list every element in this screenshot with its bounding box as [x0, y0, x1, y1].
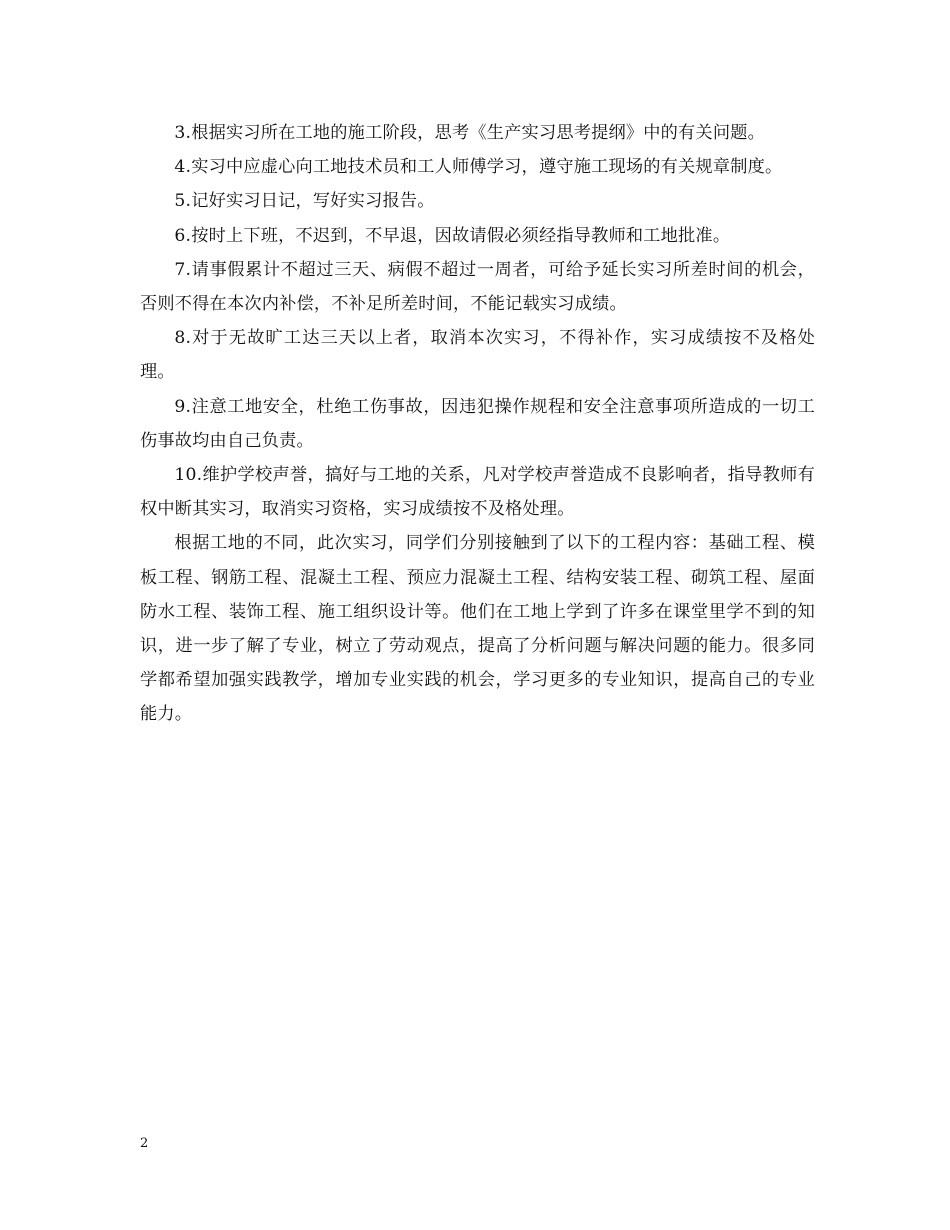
- paragraph-item-3: 3.根据实习所在工地的施工阶段，思考《生产实习思考提纲》中的有关问题。: [174, 123, 765, 143]
- summary-paragraph: 根据工地的不同，此次实习，同学们分别接触到了以下的工程内容：基础工程、模板工程、钢筋工程、混凝土工程、预应力混凝土工程、结构安装工程、砌筑工程、屋面防水工程、装饰工程、施工组织设计等。他们在工地上学到了许多在课堂里学不到的知识，进一步了解了专业，树立了劳动观点，提高了分析问题与解决问题的能力。很多同学都希望加强实践教学，增加专业实践的机会，学习更多的专业知识，提高自己的专业能力。: [140, 533, 815, 725]
- paragraph-item-4: 4.实习中应虚心向工地技术员和工人师傅学习，遵守施工现场的有关规章制度。: [174, 157, 783, 178]
- paragraph-item-6: 6.按时上下班，不迟到，不早退，因故请假必须经指导教师和工地批准。: [174, 225, 731, 246]
- paragraph-item-7: 7.请事假累计不超过三天、病假不超过一周者，可给予延长实习所差时间的机会，否则不得在本次内补偿，不补足所差时间，不能记载实习成绩。: [140, 259, 815, 315]
- paragraph-item-9: 9.注意工地安全，杜绝工伤事故，因违犯操作规程和安全注意事项所造成的一切工伤事故均由自己负责。: [140, 396, 815, 451]
- page-number: 2: [140, 1136, 149, 1151]
- paragraph-item-10: 10.维护学校声誉，搞好与工地的关系，凡对学校声誉造成不良影响者，指导教师有权中断其实习，取消实习资格，实习成绩按不及格处理。: [140, 465, 815, 520]
- paragraph-item-5: 5.记好实习日记，写好实习报告。: [174, 191, 435, 212]
- document-body: [140, 116, 815, 732]
- paragraph-item-8: 8.对于无故旷工达三天以上者，取消本次实习，不得补作，实习成绩按不及格处理。: [140, 328, 815, 383]
